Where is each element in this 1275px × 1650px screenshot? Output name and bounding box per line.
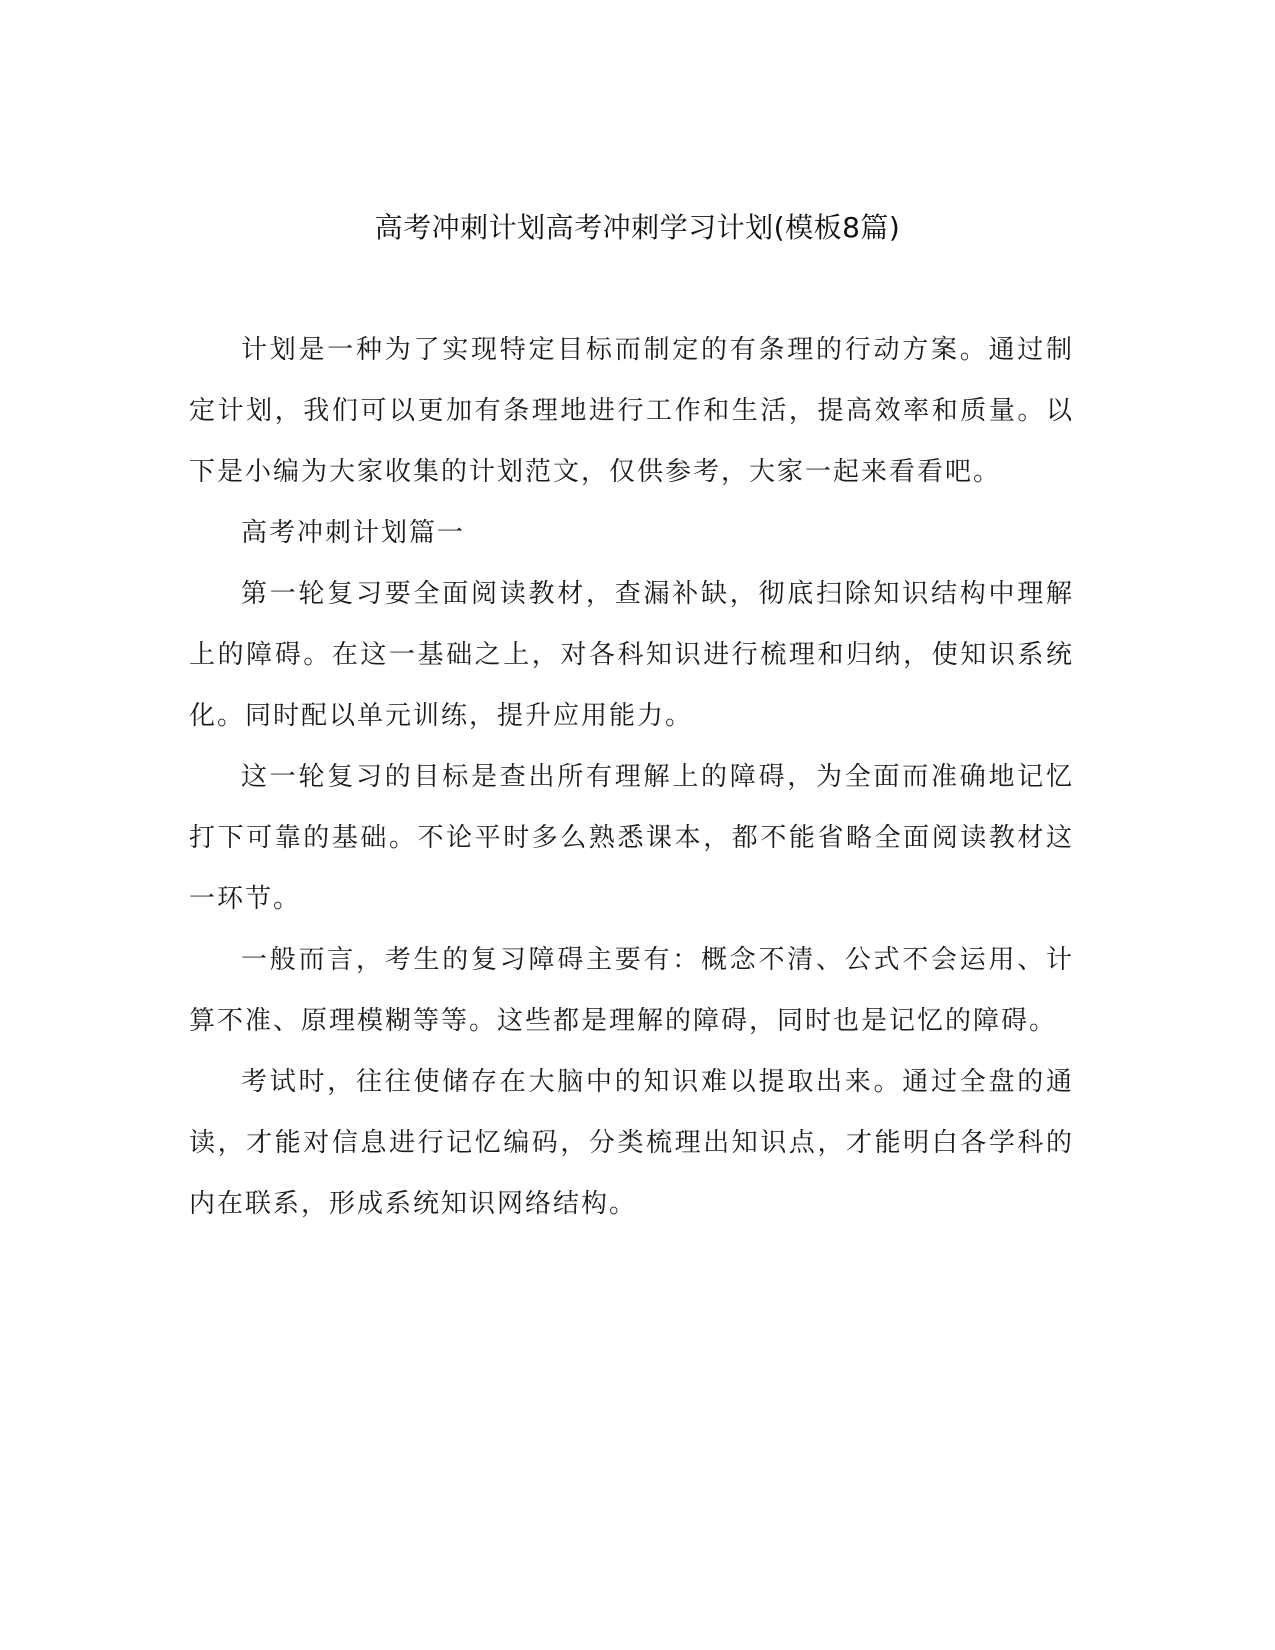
- body-paragraph: 第一轮复习要全面阅读教材，查漏补缺，彻底扫除知识结构中理解上的障碍。在这一基础之上，对各科知识进行梳理和归纳，使知识系统化。同时配以单元训练，提升应用能力。: [189, 579, 1074, 731]
- document-title: 高考冲刺计划高考冲刺学习计划(模板8篇): [374, 211, 901, 244]
- body-paragraph: 一般而言，考生的复习障碍主要有：概念不清、公式不会运用、计算不准、原理模糊等等。这些都是理解的障碍，同时也是记忆的障碍。: [189, 945, 1074, 1036]
- document-body: [189, 320, 1074, 1235]
- intro-paragraph: 计划是一种为了实现特定目标而制定的有条理的行动方案。通过制定计划，我们可以更加有条理地进行工作和生活，提高效率和质量。以下是小编为大家收集的计划范文，仅供参考，大家一起来看看吧。: [189, 335, 1074, 487]
- body-paragraph: 这一轮复习的目标是查出所有理解上的障碍，为全面而准确地记忆打下可靠的基础。不论平时多么熟悉课本，都不能省略全面阅读教材这一环节。: [189, 762, 1074, 914]
- body-paragraph: 考试时，往往使储存在大脑中的知识难以提取出来。通过全盘的通读，才能对信息进行记忆编码，分类梳理出知识点，才能明白各学科的内在联系，形成系统知识网络结构。: [189, 1067, 1074, 1219]
- section-heading: 高考冲刺计划篇一: [241, 518, 466, 548]
